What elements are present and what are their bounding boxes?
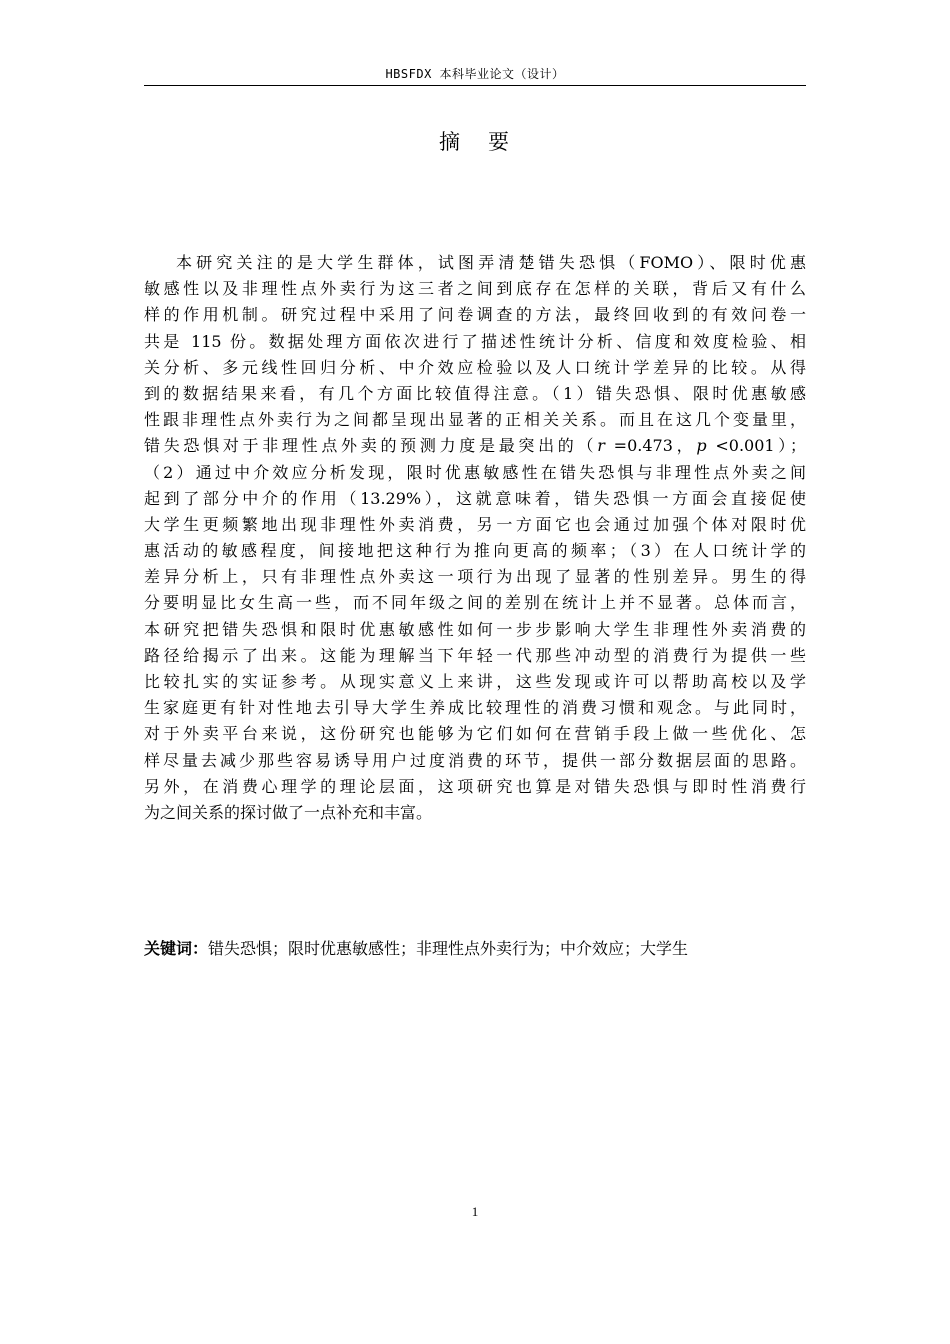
stat-p-symbol: p: [696, 436, 707, 456]
abstract-line: 比较扎实的实证参考。从现实意义上来讲，这些发现或许可以帮助高校以及学: [144, 672, 806, 691]
abstract-line: 对于外卖平台来说，这份研究也能够为它们如何在营销手段上做一些优化、怎: [144, 724, 806, 744]
abstract-line: 敏感性以及非理性点外卖行为这三者之间到底存在怎样的关联，背后又有什么: [144, 279, 806, 299]
abstract-line: 为之间关系的探讨做了一点补充和丰富。: [144, 802, 433, 822]
abstract-line: 样的作用机制。研究过程中采用了问卷调查的方法，最终回收到的有效问卷一: [144, 305, 806, 325]
abstract-line: 分要明显比女生高一些，而不同年级之间的差别在统计上并不显著。总体而言，: [144, 593, 806, 613]
abstract-line: 共是 115 份。数据处理方面依次进行了描述性统计分析、信度和效度检验、相: [144, 331, 806, 351]
abstract-line: 性跟非理性点外卖行为之间都呈现出显著的正相关关系。而且在这几个变量里，: [144, 410, 806, 430]
stat-p-value: <0.001）；: [706, 436, 806, 456]
abstract-line: 本研究关注的是大学生群体，试图弄清楚错失恐惧（FOMO）、限时优惠: [176, 253, 806, 272]
abstract-line: 到的数据结果来看，有几个方面比较值得注意。（1）错失恐惧、限时优惠敏感: [144, 383, 806, 403]
abstract-line: 路径给揭示了出来。这能为理解当下年轻一代那些冲动型的消费行为提供一些: [144, 645, 806, 665]
abstract-line: 大学生更频繁地出现非理性外卖消费，另一方面它也会通过加强个体对限时优: [144, 514, 806, 534]
keywords-line: [144, 937, 806, 961]
abstract-title-char-1: 摘: [439, 130, 462, 154]
stat-r-symbol: r: [597, 436, 605, 456]
abstract-line: 生家庭更有针对性地去引导大学生养成比较理性的消费习惯和观念。与此同时，: [144, 698, 806, 718]
header-divider: [144, 85, 806, 86]
abstract-line: 起到了部分中介的作用（13.29%），这就意味着，错失恐惧一方面会直接促使: [144, 488, 806, 508]
page-number: 1: [471, 1204, 479, 1219]
abstract-title: [144, 127, 806, 157]
keywords-label: 关键词：: [144, 939, 209, 958]
abstract-line: 本研究把错失恐惧和限时优惠敏感性如何一步步影响大学生非理性外卖消费的: [144, 619, 806, 639]
stat-r-value: =0.473，: [604, 436, 697, 456]
abstract-line: 另外，在消费心理学的理论层面，这项研究也算是对错失恐惧与即时性消费行: [144, 776, 806, 796]
abstract-body: [144, 250, 806, 826]
running-header: HBSFDX 本科毕业论文（设计）: [385, 67, 565, 81]
abstract-line: 关分析、多元线性回归分析、中介效应检验以及人口统计学差异的比较。从得: [144, 357, 806, 377]
abstract-line: 惠活动的敏感程度，间接地把这种行为推向更高的频率；（3）在人口统计学的: [144, 541, 806, 561]
abstract-stat-line: [144, 433, 806, 459]
abstract-line: 差异分析上，只有非理性点外卖这一项行为出现了显著的性别差异。男生的得: [144, 567, 806, 587]
abstract-title-char-2: 要: [488, 130, 511, 154]
abstract-line: （2）通过中介效应分析发现，限时优惠敏感性在错失恐惧与非理性点外卖之间: [144, 462, 806, 482]
abstract-line: 样尽量去减少那些容易诱导用户过度消费的环节，提供一部分数据层面的思路。: [144, 750, 806, 770]
stat-line-prefix: 错失恐惧对于非理性点外卖的预测力度是最突出的（: [144, 436, 598, 456]
keywords-text: 错失恐惧；限时优惠敏感性；非理性点外卖行为；中介效应；大学生: [208, 939, 689, 958]
